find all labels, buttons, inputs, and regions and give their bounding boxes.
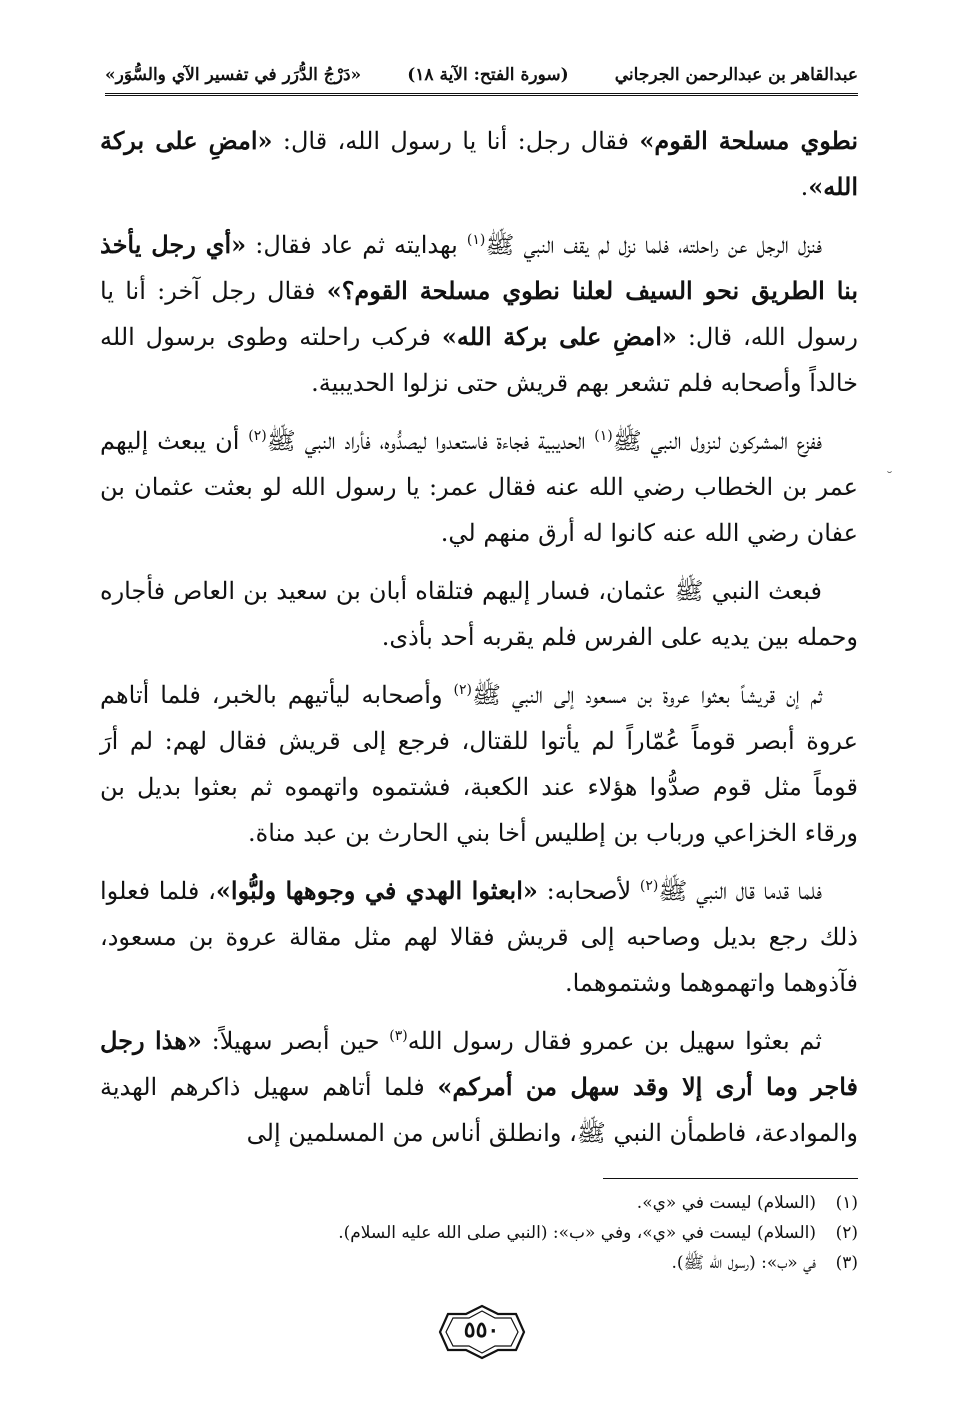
body-segment: فقال رجل: أنا يا رسول الله، قال: (272, 127, 640, 155)
body-segment: فنزل الرجل عن راحلته، فلما نزل لم يقف النبي ﷺ (485, 231, 822, 259)
quoted-text: «ابعثوا الهدي في وجوهها ولبُّوا» (215, 876, 538, 905)
body-segment: فلما قدما قال النبي ﷺ (658, 877, 823, 905)
page-number-ornament (432, 1304, 532, 1360)
footnote-rule (603, 1178, 858, 1179)
quoted-text: «أي رجل يأخذ بنا الطريق نحو السيف لعلنا نطوي مسلحة القوم؟» (100, 230, 859, 305)
header-author: عبدالقاهر بن عبدالرحمن الجرجاني (614, 64, 858, 85)
footnote-number: (٢) (835, 1223, 858, 1243)
footnote-marker: (٢) (639, 878, 659, 894)
margin-mark: ˘ (886, 470, 893, 486)
body-segment: الحديبية فجاءة فاستعدوا ليصدُّوه، فأراد النبي ﷺ (266, 427, 595, 455)
quoted-text: «امضِ على بركة الله» (441, 322, 677, 351)
footnote-text: (السلام) ليست في «ي»، وفي «ب»: (النبي صلى الله عليه السلام). (338, 1223, 816, 1243)
body-text (100, 118, 858, 1168)
body-segment: ثم بعثوا سهيل بن عمرو فقال رسول الله (407, 1027, 822, 1055)
paragraph (100, 868, 858, 1006)
body-segment: فركب راحلته وطوى برسول الله خالداً وأصحابه فلم تشعر بهم قريش حتى نزلوا الحديبية. (100, 323, 858, 397)
body-segment: . (800, 173, 809, 201)
paragraph (100, 118, 858, 210)
quoted-text: نطوي مسلحة القوم» (639, 126, 858, 155)
footnote-1 (105, 1188, 858, 1218)
paragraph (100, 568, 858, 660)
body-segment: ، فلما فعلوا ذلك رجع بديل وصاحبه إلى قريش فقالا لهم مثل مقالة عروة بن مسعود، فآذوهما واتهموهما وشتموهما. (100, 877, 858, 997)
header-location: (سورة الفتح: الآية ١٨) (407, 64, 569, 85)
running-header (105, 62, 858, 96)
body-segment: أن يبعث إليهم عمر بن الخطاب رضي الله عنه فقال عمر: يا رسول الله لو بعثت عثمان بن عفان رضي الله عنه كانوا له أرق منهم لي. (100, 427, 858, 547)
paragraph (100, 418, 858, 556)
footnote-2 (105, 1218, 858, 1248)
footnote-text: في «ب»: (رسول الله ﷺ). (671, 1253, 816, 1273)
body-segment: فقال رجل آخر: أنا يا رسول الله، قال: (100, 277, 858, 351)
page-number: ٥٥٠ (463, 1317, 500, 1343)
quoted-text: «امضِ على بركة الله» (100, 126, 858, 201)
body-segment: فلما أتاهم سهيل ذاكرهم الهدية والموادعة، فاطمأن النبي ﷺ، وانطلق أناس من المسلمين إلى (100, 1073, 858, 1147)
header-book-title: «دَرْجُ الدُّرَر في تفسير الآي والسُّوَر» (105, 64, 362, 85)
paragraph (100, 1018, 858, 1156)
paragraph (100, 222, 858, 406)
paragraph (100, 672, 858, 856)
body-segment: لأصحابه: (537, 877, 640, 905)
footnote-number: (١) (835, 1193, 858, 1213)
footnotes (105, 1188, 858, 1278)
footnote-3 (105, 1248, 858, 1278)
body-segment: حين أبصر سهيلاً: (201, 1027, 390, 1055)
body-segment: فبعث النبي ﷺ عثمان، فسار إليهم فتلقاه أبان بن سعيد بن العاص فأجاره وحمله بين يديه على الفرس فلم يقربه أحد بأذى. (100, 577, 858, 651)
body-segment: ثم إن قريشاً بعثوا عروة بن مسعود إلى النبي ﷺ (471, 681, 822, 709)
footnote-marker: (١) (594, 428, 613, 444)
footnote-marker: (٣) (389, 1028, 408, 1044)
footnote-marker: (٢) (248, 428, 267, 444)
footnote-text: (السلام) ليست في «ي». (636, 1193, 816, 1213)
footnote-marker: (٢) (453, 682, 472, 698)
body-segment: وأصحابه ليأتيهم بالخبر، فلما أتاهم عروة أبصر قوماً عُمّاراً لم يأتوا للقتال، فرجع إلى قريش فقال لهم: لم أرَ قوماً مثل قوم صدُّوا هؤلاء عند الكعبة، فشتموه واتهموه ثم بعثوا بديل بن ورقاء الخزاعي ورباب بن إطليس أخا بني الحارث بن عبد مناة. (100, 681, 858, 847)
body-segment: بهدايته ثم عاد فقال: (246, 231, 467, 259)
quoted-text: «هذا رجل فاجر وما أرى إلا وقد سهل من أمركم» (100, 1026, 858, 1101)
footnote-number: (٣) (835, 1253, 858, 1273)
body-segment: ففزع المشركون لنزول النبي ﷺ (612, 427, 822, 455)
footnote-marker: (١) (466, 232, 486, 248)
